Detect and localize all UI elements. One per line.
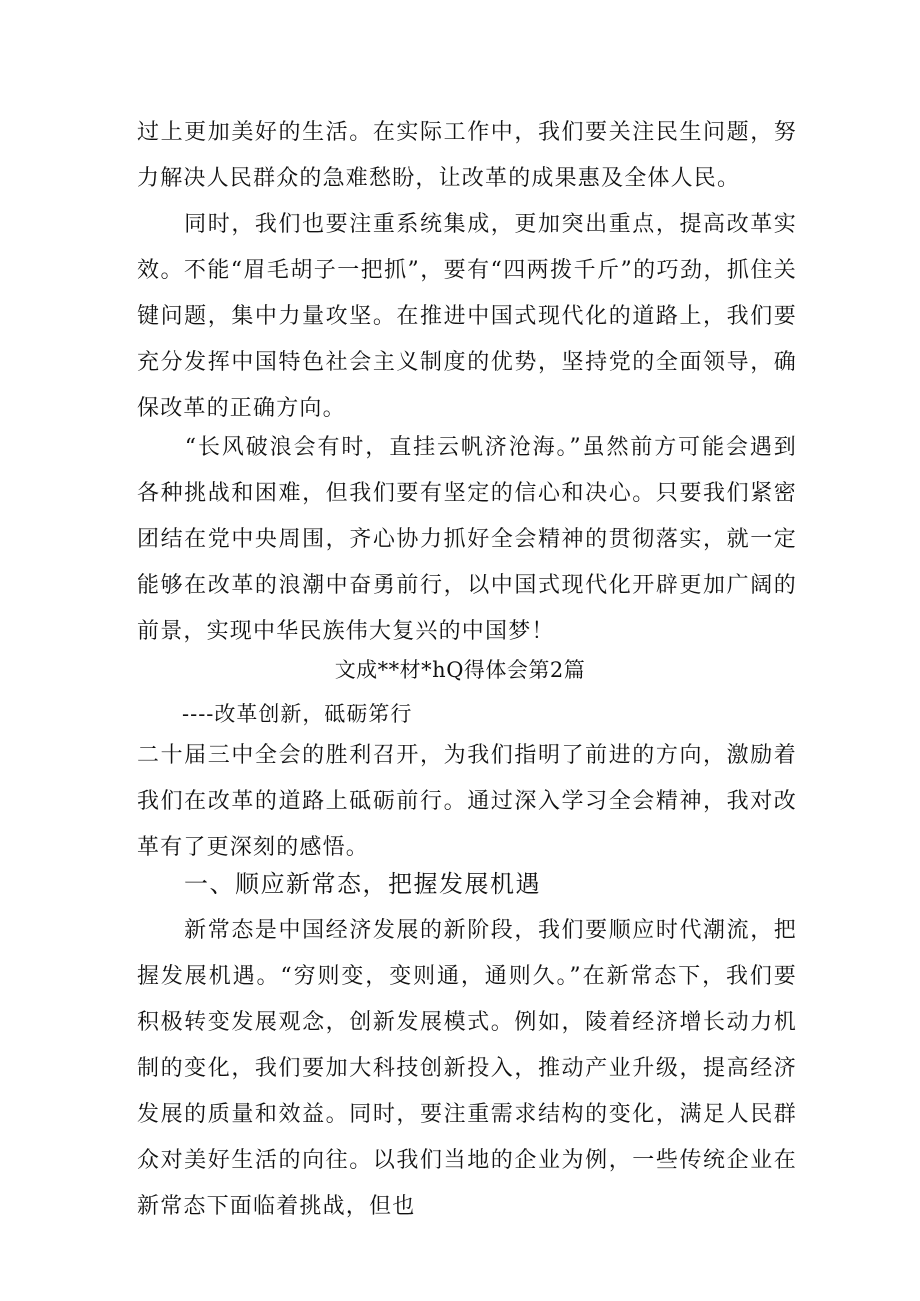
section-subtitle: ----改革创新，砥砺笫行 — [182, 702, 413, 726]
section-title: 文成**材*hQ得体会第2篇 — [334, 658, 586, 682]
paragraph-5: 新常态是中国经济发展的新阶段，我们要顺应时代潮流，把握发展机遇。“穷则变，变则通，通则久。”在新常态下，我们要积极转变发展观念，创新发展模式。例如，陵着经济增长动力机制的变化，我们要加大科技创新投入，推动产业升级，提高经济发展的质量和效益。同时，要注重需求结构的变化，满足人民群众对美好生活的向往。以我们当地的企业为例，一些传统企业在新常态下面临着挑战，但也 — [137, 918, 797, 1219]
paragraph-2: 同时，我们也要注重系统集成，更加突出重点，提高改革实效。不能“眉毛胡子一把抓”，要有“四两拨千斤”的巧劲，抓住关键问题，集中力量攻坚。在推进中国式现代化的道路上，我们要充分发挥中国特色社会主义制度的优势，坚持党的全面领导，确保改革的正确方向。 — [137, 212, 797, 421]
paragraph-4: 二十届三中全会的胜利召开，为我们指明了前进的方向，激励着我们在改革的道路上砥砺前行。通过深入学习全会精神，我对改革有了更深刻的感悟。 — [137, 743, 797, 860]
heading-1: 一、顺应新常态，把握发展机遇 — [184, 870, 541, 898]
paragraph-3: “长风破浪会有时，直挂云帆济沧海。”虽然前方可能会遇到各种挑战和困难，但我们要有坚定的信心和决心。只要我们紧密团结在党中央周围，齐心协力抓好全会精神的贯彻落实，就一定能够在改革的浪潮中奋勇前行，以中国式现代化开辟更加广阔的前景，实现中华民族伟大复兴的中国梦！ — [137, 435, 797, 644]
paragraph-1: 过上更加美好的生活。在实际工作中，我们要关注民生问题，努力解决人民群众的急难愁盼，让改革的成果惠及全体人民。 — [137, 120, 797, 191]
